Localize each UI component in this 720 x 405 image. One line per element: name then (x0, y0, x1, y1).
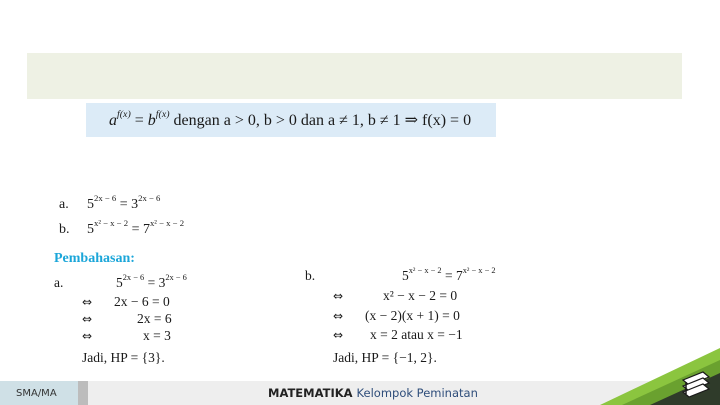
footer-level: SMA/MA (0, 381, 78, 405)
solution-a-step-1 (82, 294, 170, 310)
equivalence-arrow-icon: ⇔ (333, 328, 344, 342)
equals-sign: = (119, 197, 128, 212)
step-text: x² − x − 2 = 0 (383, 288, 458, 303)
rule-text: dengan a > 0, b > 0 dan a ≠ 1, b ≠ 1 ⇒ f(x) = 0 (173, 112, 472, 129)
rhs-exponent: x² − x − 2 (462, 266, 496, 276)
problem-a (59, 193, 161, 213)
books-logo-icon (600, 336, 720, 405)
rule-box (86, 103, 496, 137)
footer-title (268, 381, 478, 405)
rule-exp-a: f(x) (117, 109, 131, 121)
rule-formula: $a^{f(x)} = b^{f(x)}$ dengan a > 0, b > 0 dan a ≠ 1, b ≠ 1 ⇒ f(x) = 0 (109, 109, 472, 129)
rhs-exponent: x² − x − 2 (149, 218, 185, 229)
step-text: x = 3 (143, 328, 171, 343)
solution-a-equation: $5^{2x - 6} = 3^{2x - 6}$ (116, 273, 187, 290)
lhs-base: 5 (87, 197, 94, 212)
footer-divider (78, 381, 88, 405)
solution-a-step-2 (82, 311, 172, 327)
rhs-base: 3 (131, 197, 139, 212)
lhs-base: 5 (116, 275, 123, 290)
rule-base-a: a (109, 112, 117, 129)
solution-b-conclusion: Jadi, HP = {−1, 2}. (333, 350, 437, 365)
lhs-base: 5 (87, 222, 94, 237)
step-text: x = 2 atau x = −1 (370, 327, 463, 342)
rhs-base: 7 (455, 268, 463, 283)
equivalence-arrow-icon: ⇔ (333, 289, 344, 303)
equivalence-arrow-icon: ⇔ (82, 312, 93, 326)
solution-b-step-3 (333, 327, 463, 343)
solution-b-label: b. (305, 268, 316, 283)
rule-exp-b: f(x) (155, 109, 170, 121)
solution-b-step-1 (333, 288, 457, 304)
equals-sign: = (131, 222, 140, 237)
step-text: 2x = 6 (137, 311, 172, 326)
solution-a-step-3 (82, 328, 171, 344)
solution-title: Pembahasan: (54, 251, 135, 266)
equivalence-arrow-icon: ⇔ (82, 295, 93, 309)
solution-a-label: a. (54, 275, 64, 290)
solution-a-conclusion: Jadi, HP = {3}. (82, 350, 165, 365)
problem-equation (87, 193, 161, 213)
footer-subtitle: Kelompok Peminatan (356, 386, 478, 400)
footer-subject: MATEMATIKA (268, 386, 353, 400)
lhs-exponent: x² − x − 2 (408, 266, 442, 276)
solution-b-step-2 (333, 308, 460, 324)
solution-b-equation: $5^{x^2 - x - 2} = 7^{x^2 - x - 2}$ (402, 266, 496, 283)
lhs-exponent: x² − x − 2 (94, 218, 129, 229)
problem-label: a. (59, 197, 69, 212)
step-text: 2x − 6 = 0 (114, 294, 170, 309)
rhs-base: 3 (158, 275, 166, 290)
lhs-base: 5 (402, 268, 409, 283)
equivalence-arrow-icon: ⇔ (82, 329, 93, 343)
lhs-exponent: 2x − 6 (122, 273, 145, 283)
rhs-exponent: 2x − 6 (165, 273, 187, 283)
rhs-base: 7 (142, 222, 150, 237)
lhs-exponent: 2x − 6 (94, 193, 117, 204)
equivalence-arrow-icon: ⇔ (333, 309, 344, 323)
rhs-exponent: 2x − 6 (138, 193, 161, 204)
title-band (27, 53, 682, 99)
problem-b (59, 218, 185, 238)
rule-base-b: b (147, 112, 156, 129)
problem-label: b. (59, 222, 70, 237)
problem-equation (87, 218, 185, 238)
step-text: (x − 2)(x + 1) = 0 (365, 308, 460, 323)
